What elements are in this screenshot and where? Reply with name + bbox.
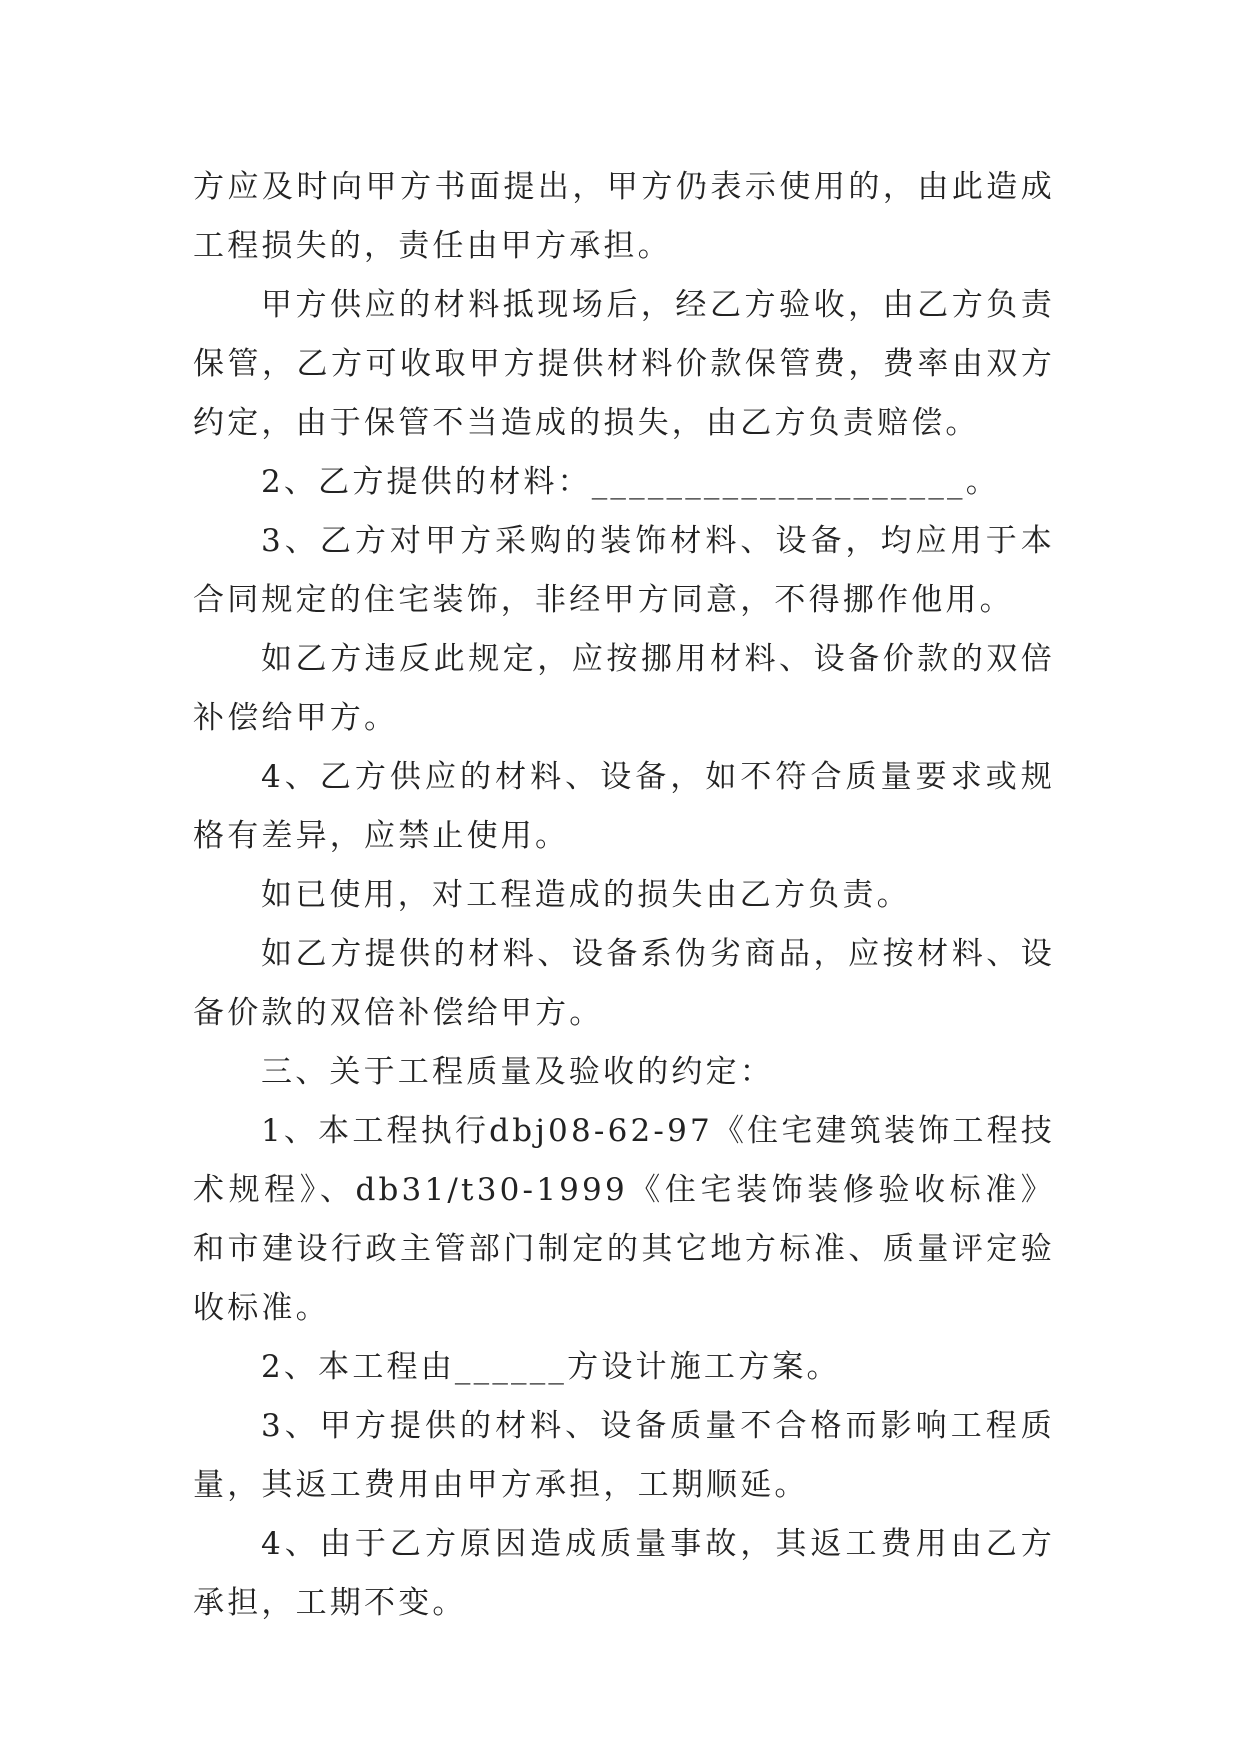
paragraph-material-custody: 甲方供应的材料抵现场后，经乙方验收，由乙方负责保管，乙方可收取甲方提供材料价款保管费，费率由双方约定，由于保管不当造成的损失，由乙方负责赔偿。 bbox=[193, 287, 1055, 441]
paragraph-item-3-usage: 3、乙方对甲方采购的装饰材料、设备，均应用于本合同规定的住宅装饰，非经甲方同意，不得挪作他用。 bbox=[193, 523, 1055, 618]
paragraph-continuation: 方应及时向甲方书面提出，甲方仍表示使用的，由此造成工程损失的，责任由甲方承担。 bbox=[193, 169, 1055, 264]
paragraph-used-loss: 如已使用，对工程造成的损失由乙方负责。 bbox=[261, 877, 911, 913]
paragraph-item-4-quality: 4、乙方供应的材料、设备，如不符合质量要求或规格有差异，应禁止使用。 bbox=[193, 759, 1055, 854]
paragraph-design-party: 2、本工程由______方设计施工方案。 bbox=[261, 1349, 841, 1385]
paragraph-misuse-compensation: 如乙方违反此规定，应按挪用材料、设备价款的双倍补偿给甲方。 bbox=[193, 641, 1055, 736]
document-body bbox=[193, 158, 1055, 1633]
paragraph-owner-defect: 3、甲方提供的材料、设备质量不合格而影响工程质量，其返工费用由甲方承担，工期顺延。 bbox=[193, 1408, 1055, 1503]
section-heading-quality: 三、关于工程质量及验收的约定： bbox=[261, 1054, 774, 1090]
paragraph-standards: 1、本工程执行dbj08-62-97《住宅建筑装饰工程技术规程》、db31/t30-1999《住宅装饰装修验收标准》和市建设行政主管部门制定的其它地方标准、质量评定验收标准。 bbox=[193, 1113, 1055, 1326]
paragraph-contractor-defect: 4、由于乙方原因造成质量事故，其返工费用由乙方承担，工期不变。 bbox=[193, 1526, 1055, 1621]
paragraph-counterfeit: 如乙方提供的材料、设备系伪劣商品，应按材料、设备价款的双倍补偿给甲方。 bbox=[193, 936, 1055, 1031]
paragraph-item-2-materials: 2、乙方提供的材料：____________________。 bbox=[261, 464, 1000, 500]
